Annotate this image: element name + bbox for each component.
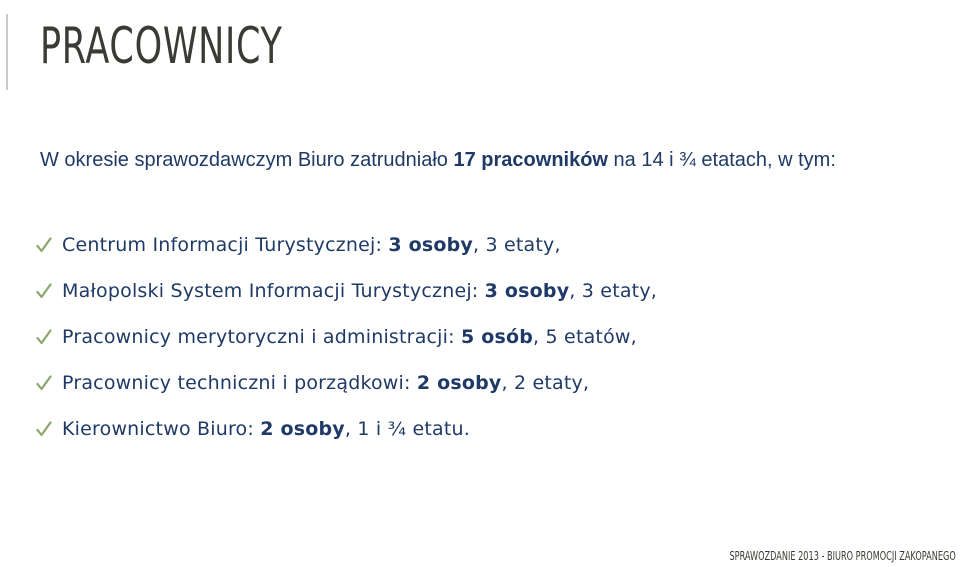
list-item bbox=[36, 268, 657, 314]
intro-text-end: na 14 i ¾ etatach, w tym: bbox=[608, 149, 836, 171]
check-icon bbox=[36, 282, 52, 300]
slide-footer: SPRAWOZDANIE 2013 - BIURO PROMOCJI ZAKOPANEGO bbox=[729, 549, 956, 563]
check-icon bbox=[36, 236, 52, 254]
intro-employee-count: 17 pracowników bbox=[453, 149, 608, 171]
list-item-positions: , 2 etaty, bbox=[501, 372, 590, 394]
list-item-count: 2 osoby bbox=[260, 418, 345, 440]
list-item-text bbox=[62, 418, 470, 440]
list-item-positions: , 1 i ¾ etatu. bbox=[344, 418, 470, 440]
list-item-text bbox=[62, 372, 589, 394]
list-item-label: Pracownicy techniczni i porządkowi: bbox=[62, 372, 417, 394]
list-item-positions: , 5 etatów, bbox=[533, 326, 637, 348]
list-item-label: Kierownictwo Biuro: bbox=[62, 418, 261, 440]
list-item-text bbox=[62, 234, 561, 256]
list-item bbox=[36, 222, 657, 268]
list-item-text bbox=[62, 326, 637, 348]
list-item-text bbox=[62, 280, 657, 302]
title-accent-bar bbox=[6, 14, 8, 90]
check-icon bbox=[36, 420, 52, 438]
list-item-label: Pracownicy merytoryczni i administracji: bbox=[62, 326, 461, 348]
check-icon bbox=[36, 328, 52, 346]
list-item bbox=[36, 406, 657, 452]
intro-text-start: W okresie sprawozdawczym Biuro zatrudniało bbox=[40, 149, 454, 171]
list-item-positions: , 3 etaty, bbox=[473, 234, 561, 256]
staff-breakdown-list bbox=[36, 222, 657, 452]
list-item-count: 3 osoby bbox=[388, 234, 474, 256]
list-item-count: 2 osoby bbox=[416, 372, 502, 394]
list-item-count: 3 osoby bbox=[484, 280, 570, 302]
intro-paragraph bbox=[40, 146, 900, 174]
list-item-label: Małopolski System Informacji Turystycznej: bbox=[62, 280, 485, 302]
list-item-label: Centrum Informacji Turystycznej: bbox=[62, 234, 389, 256]
check-icon bbox=[36, 374, 52, 392]
list-item bbox=[36, 360, 657, 406]
list-item bbox=[36, 314, 657, 360]
list-item-count: 5 osób bbox=[460, 326, 534, 348]
page-title: PRACOWNICY bbox=[40, 17, 283, 75]
list-item-positions: , 3 etaty, bbox=[569, 280, 658, 302]
